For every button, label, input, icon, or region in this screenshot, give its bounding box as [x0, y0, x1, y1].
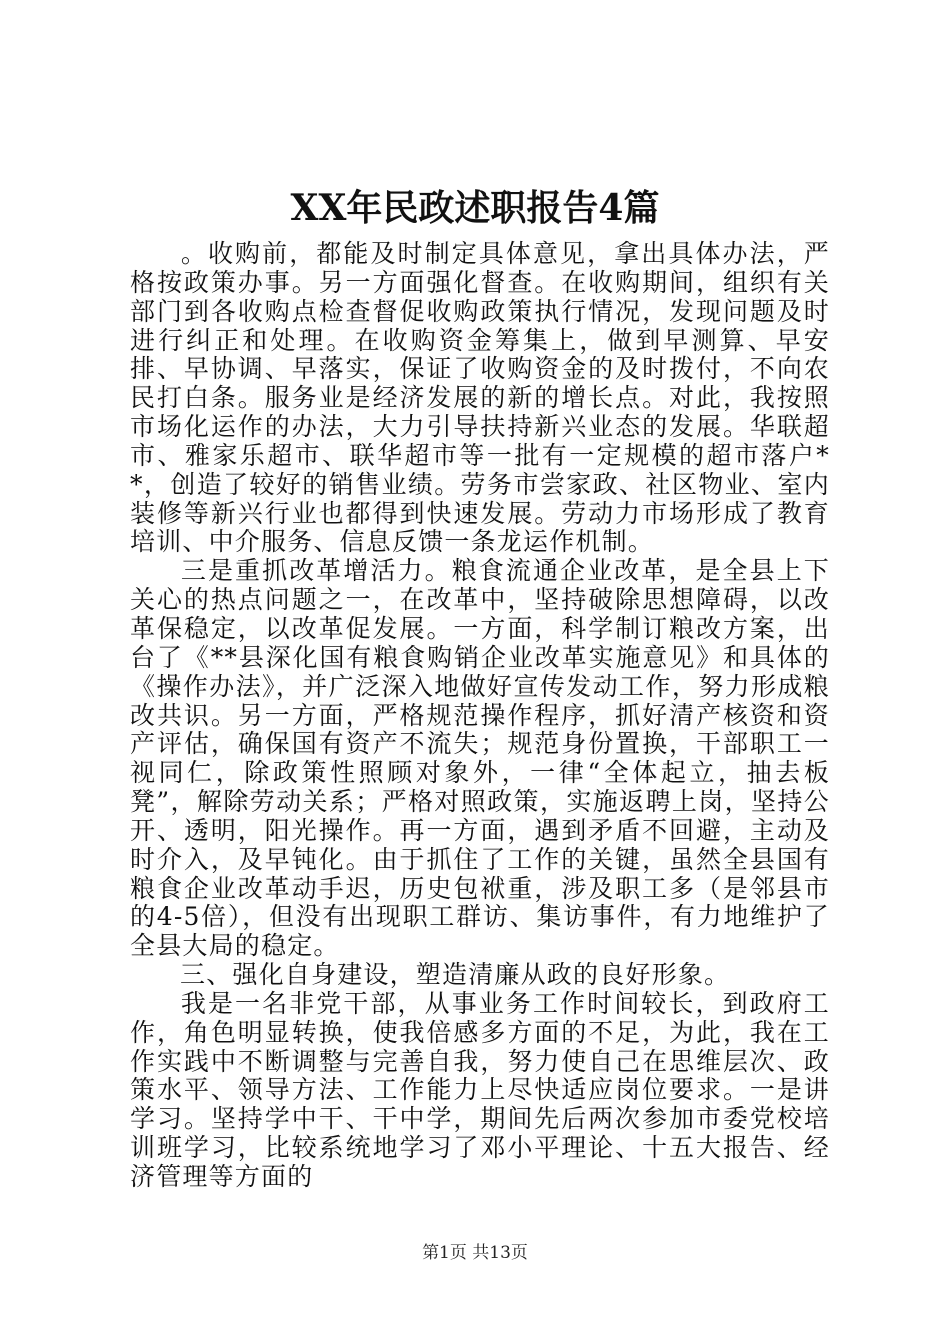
- paragraph-1: [130, 240, 830, 557]
- document-body: [130, 240, 830, 1192]
- paragraph-text: 三是重抓改革增活力。粮食流通企业改革，是全县上下关心的热点问题之一，在改革中，坚持破除思想障碍，以改革保稳定，以改革促发展。一方面，科学制订粮改方案，出台了《**县深化国有粮食购销企业改革实施意见》和具体的《操作办法》，并广泛深入地做好宣传发动工作，努力形成粮改共识。另一方面，严格规范操作程序，抓好清产核资和资产评估，确保国有资产不流失；规范身份置换，干部职工一视同仁，除政策性照顾对象外，一律“全体起立，抽去板凳”，解除劳动关系；严格对照政策，实施返聘上岗，坚持公开、透明，阳光操作。再一方面，遇到矛盾不回避，主动及时介入，及早钝化。由于抓住了工作的关键，虽然全县国有粮食企业改革动手迟，历史包袱重，涉及职工多（是邻县市的4-5倍），但没有出现职工群访、集访事件，有力地维护了全县大局的稳定。: [130, 556, 830, 961]
- paragraph-3: [130, 961, 830, 990]
- document-title: XX年民政述职报告4篇: [290, 187, 660, 229]
- paragraph-2: [130, 557, 830, 961]
- section-heading: 三、强化自身建设，塑造清廉从政的良好形象。: [180, 960, 731, 990]
- paragraph-4: [130, 990, 830, 1192]
- paragraph-text: 我是一名非党干部，从事业务工作时间较长，到政府工作，角色明显转换，使我倍感多方面的不足，为此，我在工作实践中不断调整与完善自我，努力使自己在思维层次、政策水平、领导方法、工作能力上尽快适应岗位要求。一是讲学习。坚持学中干、干中学，期间先后两次参加市委党校培训班学习，比较系统地学习了邓小平理论、十五大报告、经济管理等方面的: [130, 988, 830, 1191]
- page-number-footer: 第1页 共13页: [422, 1243, 528, 1263]
- paragraph-text: 。收购前，都能及时制定具体意见，拿出具体办法，严格按政策办事。另一方面强化督查。在收购期间，组织有关部门到各收购点检查督促收购政策执行情况，发现问题及时进行纠正和处理。在收购资金筹集上，做到早测算、早安排、早协调、早落实，保证了收购资金的及时拨付，不向农民打白条。服务业是经济发展的新的增长点。对此，我按照市场化运作的办法，大力引导扶持新兴业态的发展。华联超市、雅家乐超市、联华超市等一批有一定规模的超市落户**，创造了较好的销售业绩。劳务市尝家政、社区物业、室内装修等新兴行业也都得到快速发展。劳动力市场形成了教育培训、中介服务、信息反馈一条龙运作机制。: [130, 239, 830, 557]
